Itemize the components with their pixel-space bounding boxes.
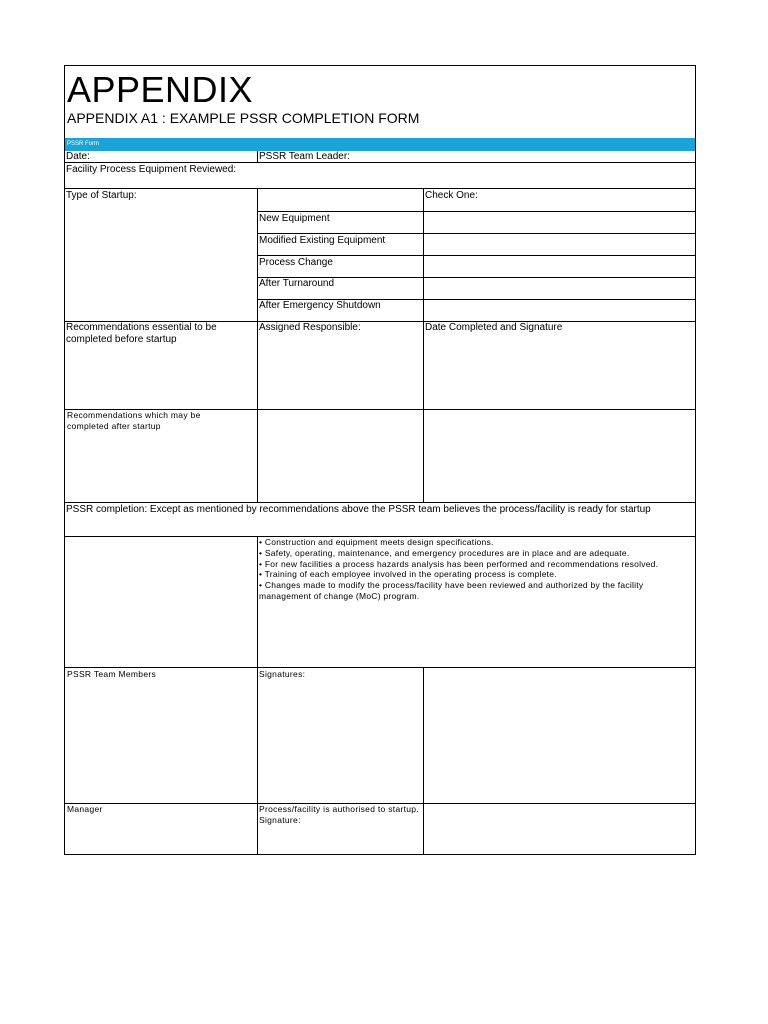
authorised-signature-label: Process/facility is authorised to startup. Signature: — [259, 804, 419, 825]
assigned-responsible-label: Assigned Responsible: — [259, 322, 361, 333]
startup-option-after-turnaround: After Turnaround — [259, 278, 335, 289]
grid-line — [65, 162, 695, 163]
grid-line — [65, 502, 695, 503]
page-title: APPENDIX — [67, 69, 254, 110]
grid-line — [257, 255, 695, 256]
page-subtitle: APPENDIX A1 : EXAMPLE PSSR COMPLETION FORM — [67, 110, 420, 126]
manager-label: Manager — [67, 804, 103, 814]
grid-line — [423, 188, 424, 502]
grid-line — [65, 667, 695, 668]
grid-line — [257, 211, 695, 212]
checklist-item: • Construction and equipment meets design specifications. — [259, 537, 494, 547]
equipment-reviewed-label: Facility Process Equipment Reviewed: — [66, 164, 237, 175]
grid-line — [257, 188, 258, 502]
date-completed-label: Date Completed and Signature — [425, 322, 563, 333]
recs-after-startup-label: Recommendations which may be completed after startup — [67, 410, 201, 431]
checklist-item: • Changes made to modify the process/facility have been reviewed and authorized by the facility management of change (MoC) program. — [259, 580, 644, 601]
grid-line — [423, 667, 424, 854]
startup-option-process-change: Process Change — [259, 257, 333, 268]
startup-type-label: Type of Startup: — [66, 190, 137, 201]
form-header-bar: PSSR Form — [65, 138, 695, 151]
check-one-label: Check One: — [425, 190, 478, 201]
completion-statement: PSSR completion: Except as mentioned by recommendations above the PSSR team believes the process/facility is ready for startup — [66, 504, 651, 515]
pssr-form-sheet — [64, 65, 696, 855]
startup-option-new-equipment: New Equipment — [259, 213, 330, 224]
startup-option-modified-equipment: Modified Existing Equipment — [259, 235, 386, 246]
grid-line — [257, 233, 695, 234]
recs-before-startup-label: Recommendations essential to be completed before startup — [66, 322, 217, 345]
completion-checklist — [259, 537, 695, 602]
team-members-label: PSSR Team Members — [67, 669, 157, 679]
grid-line — [257, 151, 258, 162]
date-label: Date: — [66, 151, 90, 162]
grid-line — [257, 536, 258, 854]
signatures-label: Signatures: — [259, 669, 306, 679]
grid-line — [65, 188, 695, 189]
startup-option-after-emergency-shutdown: After Emergency Shutdown — [259, 300, 381, 311]
checklist-item: • Safety, operating, maintenance, and emergency procedures are in place and are adequate. — [259, 547, 630, 558]
checklist-item: • For new facilities a process hazards analysis has been performed and recommendations resolved. — [259, 558, 659, 569]
team-leader-label: PSSR Team Leader: — [259, 151, 350, 162]
checklist-item: • Training of each employee involved in the operating process is complete. — [259, 569, 557, 580]
